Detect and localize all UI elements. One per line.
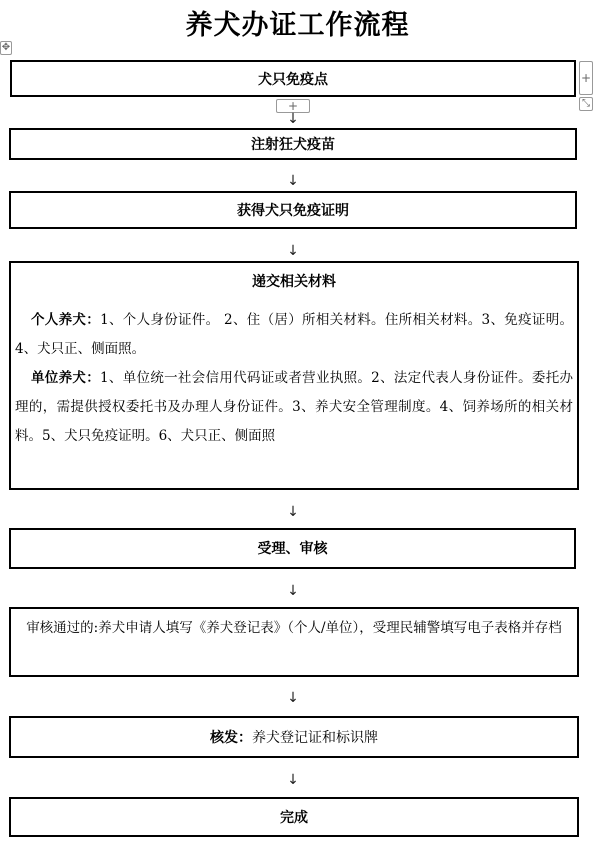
step-box-issue-license[interactable] — [9, 716, 579, 758]
step-box-immunization-certificate[interactable] — [9, 191, 577, 229]
step-box-registration-form[interactable] — [9, 607, 579, 677]
arrow-down-icon: ↓ — [287, 583, 299, 599]
personal-text: 1、个人身份证件。 2、住（居）所相关材料。住所相关材料。3、免疫证明。4、犬只正、侧面照。 — [15, 312, 574, 357]
add-row-button[interactable]: + — [276, 99, 310, 113]
step-text — [11, 729, 577, 747]
issue-colon: ： — [238, 730, 252, 746]
add-column-button[interactable]: + — [579, 61, 593, 95]
step-label: 完成 — [280, 810, 308, 826]
arrow-down-icon: ↓ — [287, 772, 299, 788]
arrow-down-icon: ↓ — [287, 243, 299, 259]
step-box-vaccination-point[interactable] — [10, 60, 576, 97]
issue-text: 养犬登记证和标识牌 — [252, 730, 378, 746]
step-box-rabies-vaccine[interactable] — [9, 128, 577, 160]
move-handle-icon[interactable]: ✥ — [1, 42, 11, 53]
issue-label: 核发 — [210, 730, 238, 746]
step-label: 注射狂犬疫苗 — [251, 137, 335, 153]
step-text: 审核通过的:养犬申请人填写《养犬登记表》（个人/单位），受理民辅警填写电子表格并存档 — [26, 620, 562, 636]
arrow-down-icon: ↓ — [287, 690, 299, 706]
step-box-complete[interactable] — [9, 797, 579, 837]
step-box-submit-materials[interactable] — [9, 261, 579, 490]
step-box-review[interactable] — [9, 528, 576, 569]
personal-requirements — [15, 306, 573, 364]
unit-requirements — [15, 364, 573, 451]
arrow-down-icon: ↓ — [287, 111, 299, 127]
personal-colon: ： — [86, 312, 101, 328]
resize-handle-icon[interactable]: ⤡ — [579, 97, 593, 111]
step-label: 获得犬只免疫证明 — [237, 203, 349, 219]
arrow-down-icon: ↓ — [287, 173, 299, 189]
unit-label: 单位养犬 — [31, 370, 87, 386]
unit-colon: ： — [86, 370, 101, 386]
step-label: 受理、审核 — [257, 541, 328, 557]
arrow-down-icon: ↓ — [287, 504, 299, 520]
page-title: 养犬办证工作流程 — [185, 10, 410, 41]
step-label: 犬只免疫点 — [258, 72, 328, 88]
unit-text: 1、单位统一社会信用代码证或者营业执照。2、法定代表人身份证件。委托办理的，需提供授权委托书及办理人身份证件。3、养犬安全管理制度。4、饲养场所的相关材料。5、犬只免疫证明。6、犬只正、侧面照 — [15, 370, 574, 444]
personal-label: 个人养犬 — [31, 312, 87, 328]
step-heading: 递交相关材料 — [252, 274, 336, 290]
